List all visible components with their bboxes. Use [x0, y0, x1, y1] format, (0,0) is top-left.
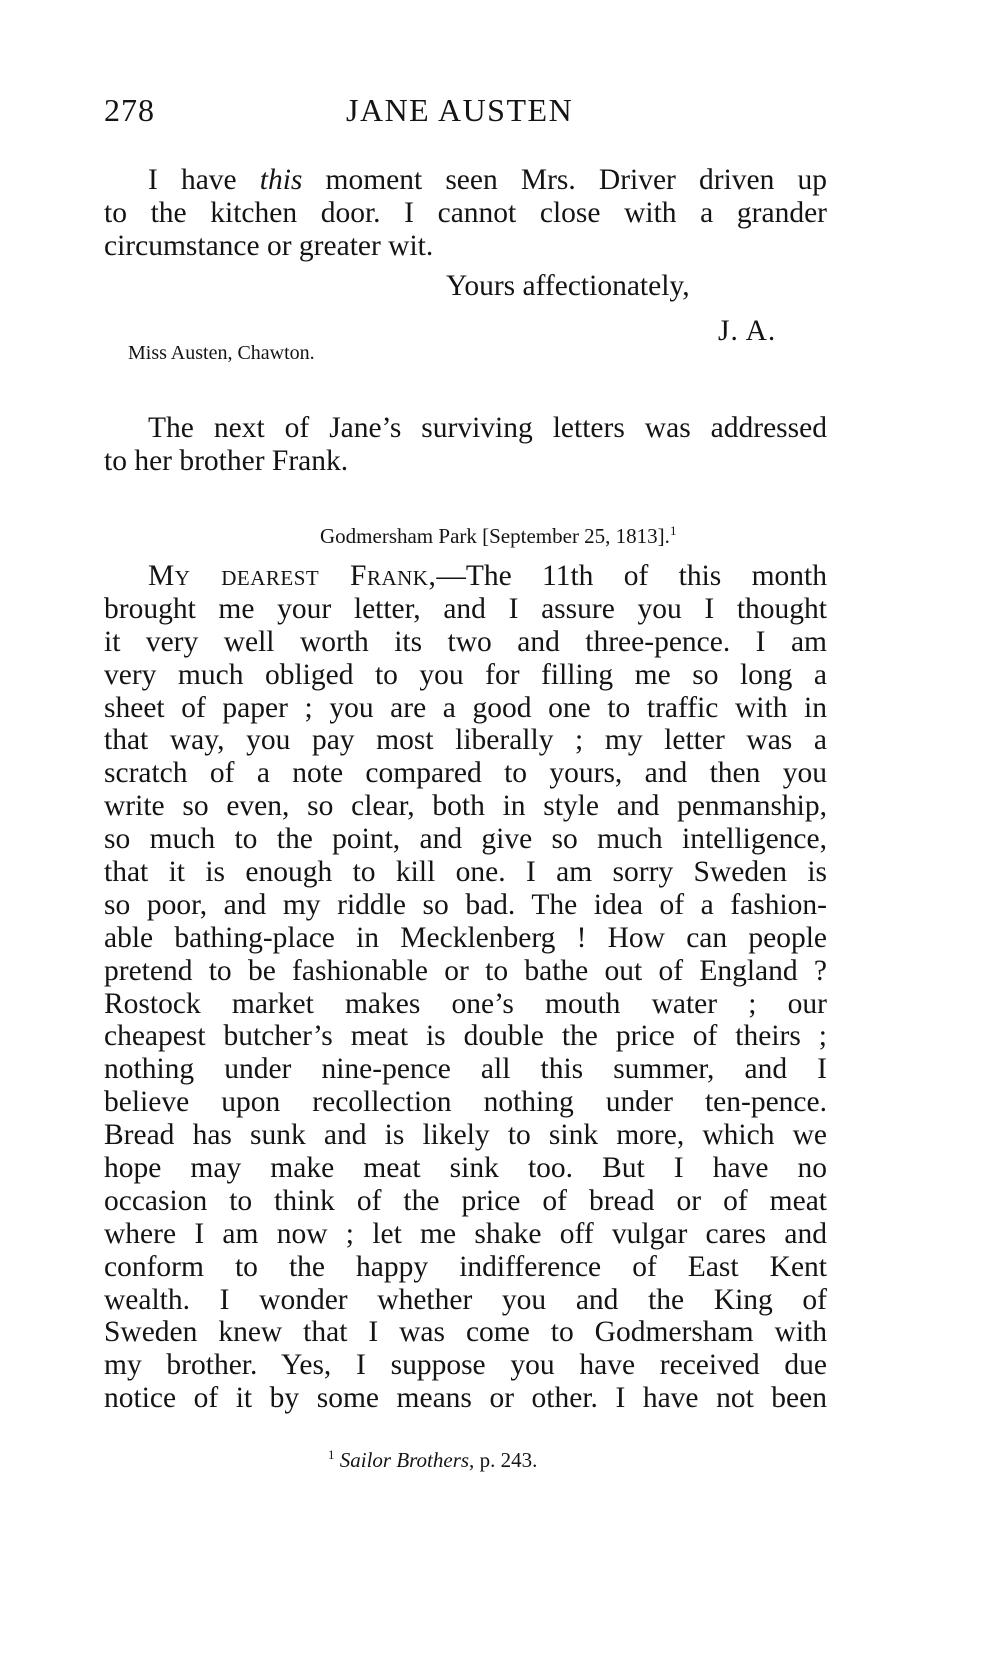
text-line: where I am now ; let me shake off vulgar cares and	[104, 1217, 827, 1250]
text-line: scratch of a note compared to yours, and then you	[104, 757, 827, 790]
text-line: Rostock market makes one’s mouth water ; our	[104, 987, 827, 1020]
text-line: The next of Jane’s surviving letters was addressed	[148, 412, 827, 444]
text-line: that way, you pay most liberally ; my letter was a	[104, 724, 827, 757]
text-line: able bathing-place in Mecklenberg ! How can people	[104, 921, 827, 954]
running-title: JANE AUSTEN	[346, 92, 574, 128]
signature-initials: J. A.	[718, 315, 777, 347]
page-header	[0, 92, 1000, 142]
text-line: it very well worth its two and three-pence. I am	[104, 625, 827, 658]
text-line: pretend to be fashionable or to bathe out of England ?	[104, 954, 827, 987]
emphasis: this	[259, 164, 303, 196]
text-line: Bread has sunk and is likely to sink more, which we	[104, 1119, 827, 1152]
footnote-marker: 1	[328, 1447, 335, 1462]
salutation: My dearest Frank,	[148, 560, 437, 592]
text-line: wealth. I wonder whether you and the King of	[104, 1283, 827, 1316]
letter-address: Miss Austen, Chawton.	[128, 342, 315, 364]
text-line: conform to the happy indifference of East Kent	[104, 1250, 827, 1283]
text-line: occasion to think of the price of bread or of meat	[104, 1184, 827, 1217]
text-line: hope may make meat sink too. But I have no	[104, 1152, 827, 1185]
text-line: Sweden knew that I was come to Godmersham with	[104, 1316, 827, 1349]
text-line: to her brother Frank.	[104, 444, 349, 477]
text-line: to the kitchen door. I cannot close with a grander	[104, 196, 827, 229]
text-line: notice of it by some means or other. I have not been	[104, 1382, 827, 1415]
text-line: so poor, and my riddle so bad. The idea of a fashion-	[104, 888, 827, 921]
text-line: write so even, so clear, both in style and penmanship,	[104, 790, 827, 823]
letter-dateline: Godmersham Park [September 25, 1813].$^1$	[320, 523, 677, 548]
text-line: circumstance or greater wit.	[104, 229, 434, 262]
letter-closing-paragraph	[104, 164, 827, 263]
intro-paragraph	[104, 412, 827, 478]
footnote-page-ref: p. 243.	[474, 1448, 538, 1472]
text-line: My dearest Frank,—The 11th of this month	[148, 560, 827, 592]
text-line: brought me your letter, and I assure you I thought	[104, 592, 827, 625]
page-number: 278	[104, 92, 155, 128]
text-line: believe upon recollection nothing under ten-pence.	[104, 1086, 827, 1119]
footnote-reference: 1	[669, 523, 677, 538]
text-line: so much to the point, and give so much intelligence,	[104, 823, 827, 856]
letter-body	[104, 560, 827, 1415]
footnote	[328, 1448, 537, 1473]
text-line: cheapest butcher’s meat is double the price of theirs ;	[104, 1020, 827, 1053]
text-line: my brother. Yes, I suppose you have received due	[104, 1349, 827, 1382]
text-line: very much obliged to you for filling me so long a	[104, 658, 827, 691]
text-line: sheet of paper ; you are a good one to traffic with in	[104, 691, 827, 724]
text-line: nothing under nine-pence all this summer, and I	[104, 1053, 827, 1086]
footnote-source: Sailor Brothers,	[339, 1448, 475, 1472]
text-line: that it is enough to kill one. I am sorry Sweden is	[104, 856, 827, 889]
valediction: Yours affectionately,	[446, 270, 690, 302]
text-line: I have this moment seen Mrs. Driver driven up	[148, 164, 827, 196]
